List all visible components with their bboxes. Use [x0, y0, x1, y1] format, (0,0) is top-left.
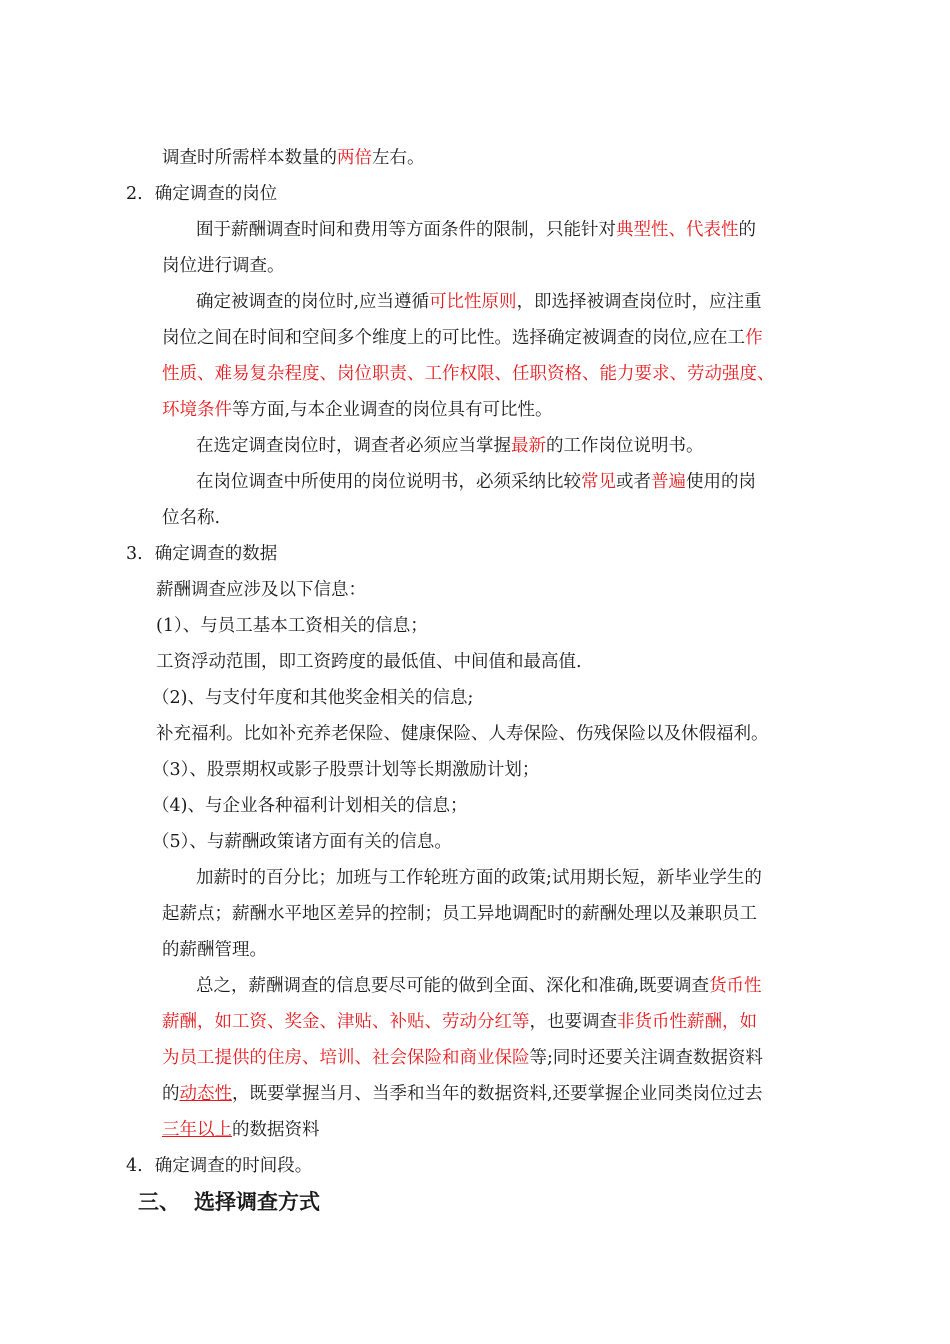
- text-span: 确定被调查的岗位时,应当遵循: [196, 292, 430, 312]
- text-span: ，即选择被调查岗位时，应注重: [516, 292, 762, 312]
- text-line: [196, 290, 762, 314]
- text-line: 的薪酬管理。: [162, 940, 267, 960]
- text-line: [162, 506, 220, 530]
- text-span: 的工作岗位说明书。: [546, 436, 704, 456]
- text-span: 在岗位调查中所使用的岗位说明书，必须采纳比较: [196, 472, 581, 492]
- list-number: 4.: [126, 1156, 143, 1176]
- text-line: 加薪时的百分比；加班与工作轮班方面的政策;试用期长短，新毕业学生的: [196, 868, 762, 888]
- text-line: 起薪点；薪酬水平地区差异的控制；员工异地调配时的薪酬处理以及兼职员工: [162, 904, 757, 924]
- text-span: 的: [162, 1084, 180, 1104]
- text-span: 的数据资料: [232, 1120, 320, 1140]
- text-span: 等方面,与本企业调查的岗位具有可比性。: [232, 400, 553, 420]
- text-line: [162, 1010, 757, 1034]
- text-span: 岗位进行调查。: [162, 256, 285, 276]
- highlight-text: 典型性、代表性: [616, 220, 739, 240]
- highlight-line: 性质、难易复杂程度、岗位职责、工作权限、任职资格、能力要求、劳动强度、: [162, 364, 775, 384]
- text-line: [196, 974, 762, 998]
- text-line: [196, 218, 756, 242]
- list-title: 确定调查的时间段。: [154, 1156, 313, 1176]
- text-span: 位名称.: [162, 508, 221, 528]
- text-line: [196, 470, 756, 494]
- text-line: [196, 434, 704, 458]
- text-span: 调查时所需样本数量的: [162, 148, 337, 168]
- text-line: 薪酬调查应涉及以下信息：: [156, 580, 366, 600]
- underlined-highlight-text: 动态性: [179, 1084, 232, 1104]
- list-number: 3.: [126, 544, 143, 564]
- text-span: 或者: [616, 472, 651, 492]
- highlight-text: 常见: [581, 472, 616, 492]
- text-line: 补充福利。比如补充养老保险、健康保险、人寿保险、伤残保险以及休假福利。: [156, 724, 769, 744]
- text-span: 使用的岗: [686, 472, 756, 492]
- text-span: 等;同时还要关注调查数据资料: [529, 1048, 763, 1068]
- text-line: （4)、与企业各种福利计划相关的信息；: [152, 796, 468, 816]
- section-heading-4: [126, 1154, 312, 1178]
- highlight-text: 薪酬，如工资、奖金、津贴、补贴、劳动分红等: [162, 1012, 530, 1032]
- text-line: (1）、与员工基本工资相关的信息；: [156, 616, 428, 636]
- text-line: [162, 1046, 763, 1070]
- text-line: [162, 254, 285, 278]
- text-line: [162, 146, 425, 170]
- heading-number: 三、: [138, 1190, 180, 1214]
- highlight-text: 最新: [511, 436, 546, 456]
- highlight-text: 非货币性薪酬，如: [617, 1012, 757, 1032]
- text-line: （5）、与薪酬政策诸方面有关的信息。: [152, 832, 452, 852]
- list-number: 2.: [126, 184, 143, 204]
- text-line: [162, 326, 763, 350]
- text-line: 工资浮动范围，即工资跨度的最低值、中间值和最高值.: [156, 652, 582, 672]
- text-span: 的: [738, 220, 756, 240]
- section-heading-2: [126, 182, 277, 206]
- heading-title: 选择调查方式: [194, 1190, 320, 1214]
- highlight-text: 作: [745, 328, 763, 348]
- text-span: 岗位之间在时间和空间多个维度上的可比性。选择确定被调查的岗位,应在工: [162, 328, 746, 348]
- highlight-text: 环境条件: [162, 400, 232, 420]
- highlight-text: 货币性: [709, 976, 762, 996]
- list-title: 确定调查的数据: [154, 544, 278, 564]
- text-line: [162, 398, 553, 422]
- text-span: 在选定调查岗位时，调查者必须应当掌握: [196, 436, 511, 456]
- text-line: [162, 1118, 320, 1142]
- underlined-highlight-text: 三年以上: [162, 1120, 232, 1140]
- highlight-text: 两倍: [337, 148, 372, 168]
- section-heading-3: [126, 542, 277, 566]
- text-line: （2)、与支付年度和其他奖金相关的信息;: [152, 688, 474, 708]
- text-span: ，也要调查: [529, 1012, 617, 1032]
- highlight-text: 为员工提供的住房、培训、社会保险和商业保险: [162, 1048, 530, 1068]
- highlight-text: 普遍: [651, 472, 686, 492]
- chapter-heading: [138, 1188, 320, 1216]
- text-span: ，既要掌握当月、当季和当年的数据资料,还要掌握企业同类岗位过去: [232, 1084, 763, 1104]
- highlight-text: 可比性原则: [429, 292, 517, 312]
- text-line: （3）、股票期权或影子股票计划等长期激励计划；: [152, 760, 540, 780]
- text-span: 囿于薪酬调查时间和费用等方面条件的限制，只能针对: [196, 220, 616, 240]
- text-span: 总之，薪酬调查的信息要尽可能的做到全面、深化和准确,既要调查: [196, 976, 710, 996]
- text-span: 左右。: [372, 148, 425, 168]
- list-title: 确定调查的岗位: [154, 184, 278, 204]
- text-line: [162, 1082, 763, 1106]
